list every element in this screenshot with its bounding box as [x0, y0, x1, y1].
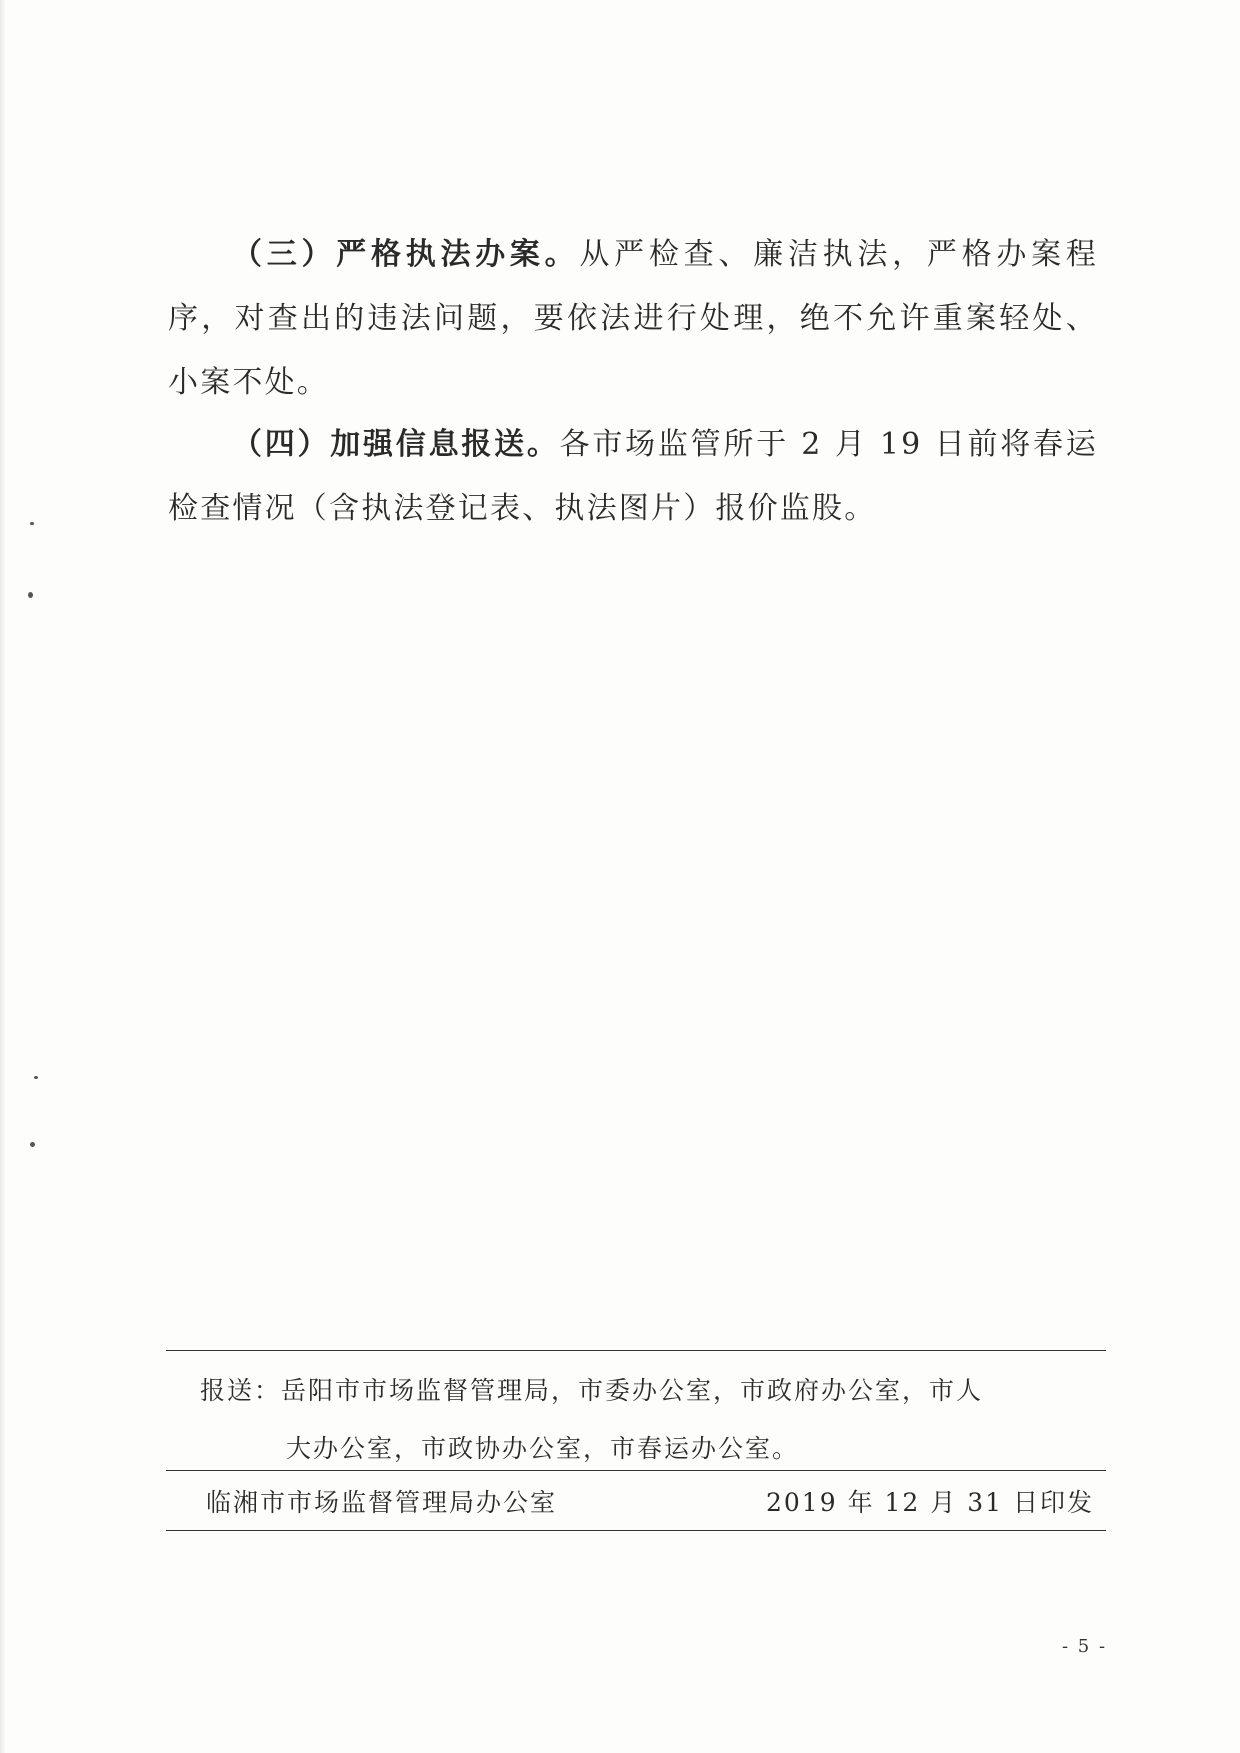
footer-rule-bottom — [166, 1530, 1106, 1531]
cc-recipients-line-2: 大办公室，市政协办公室，市春运办公室。 — [286, 1434, 800, 1463]
section-3-heading: （三）严格执法办案。 — [232, 237, 580, 272]
section-4-paragraph — [168, 413, 1098, 541]
footer-rule-top — [166, 1350, 1106, 1351]
section-3-paragraph — [168, 223, 1098, 415]
section-3-body: 从严检查、廉洁执法，严格办案程序，对查出的违法问题，要依法进行处理，绝不允许重案轻处、小案不处。 — [168, 237, 1099, 400]
issue-date: 2019 年 12 月 31 日印发 — [766, 1488, 1094, 1517]
scan-edge — [0, 0, 6, 1753]
section-4-body: 各市场监管所于 2 月 19 日前将春运检查情况（含执法登记表、执法图片）报价监股。 — [168, 427, 1099, 526]
cc-recipients-line-1: 报送：岳阳市市场监督管理局，市委办公室，市政府办公室，市人 — [200, 1376, 984, 1405]
scan-speck — [28, 592, 33, 598]
section-4-heading: （四）加强信息报送。 — [232, 427, 560, 462]
scan-speck — [34, 1076, 38, 1079]
scan-speck — [30, 1142, 35, 1147]
footer-rule-middle — [166, 1470, 1106, 1471]
issuing-office: 临湘市市场监督管理局办公室 — [206, 1488, 558, 1517]
scan-speck — [30, 522, 34, 525]
page-number: - 5 - — [1062, 1636, 1108, 1657]
